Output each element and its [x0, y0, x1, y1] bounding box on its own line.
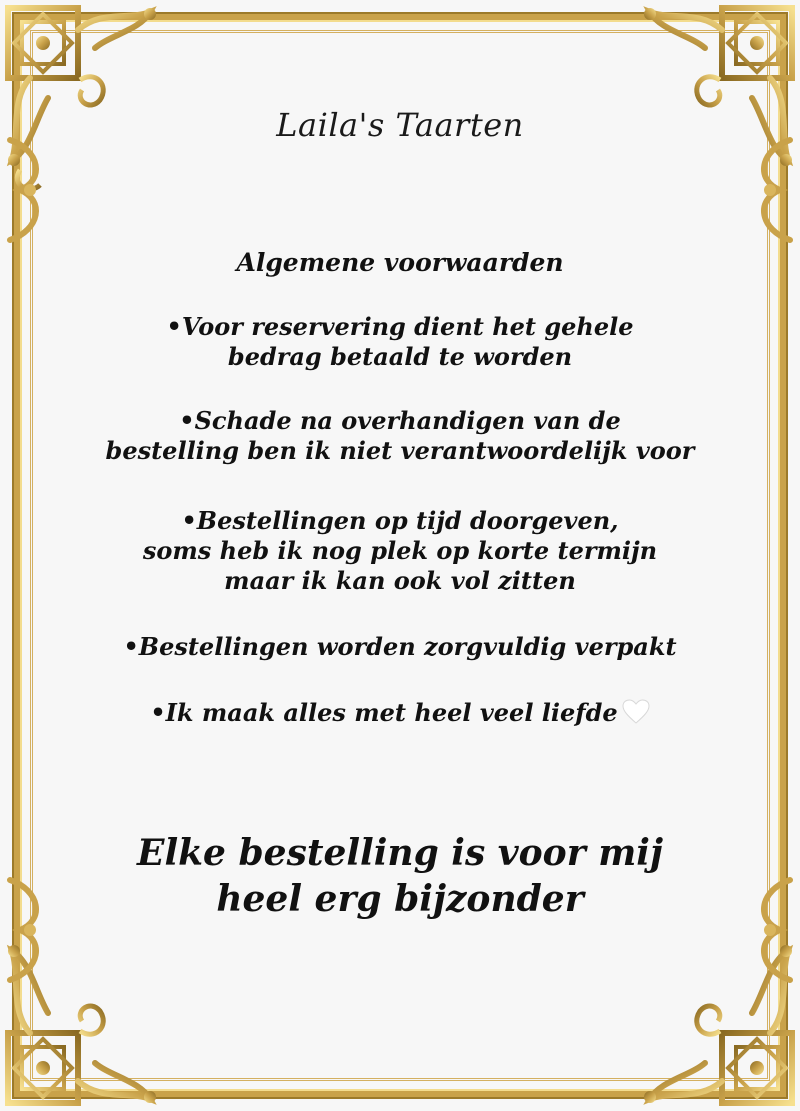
terms-heading: Algemene voorwaarden — [236, 248, 564, 277]
terms-rule — [80, 406, 720, 466]
rule-line: Schade na overhandigen van de — [194, 406, 621, 435]
white-heart-icon — [622, 699, 650, 725]
terms-rule — [80, 632, 720, 662]
terms-rule — [80, 312, 720, 372]
closing-line: heel erg bijzonder — [216, 878, 584, 920]
bullet: • — [181, 506, 197, 535]
ornament-scroll-icon — [740, 870, 800, 990]
ornament-scroll-icon — [0, 870, 60, 990]
terms-rule — [80, 506, 720, 596]
ornament-scroll-icon — [0, 130, 60, 250]
rule-line: soms heb ik nog plek op korte termijn — [142, 536, 658, 565]
closing-statement — [80, 830, 720, 922]
rule-line: Bestellingen op tijd doorgeven, — [196, 506, 619, 535]
rule-line: Voor reservering dient het gehele — [181, 312, 634, 341]
bullet: • — [166, 312, 182, 341]
bullet: • — [123, 632, 139, 661]
rule-line: bedrag betaald te worden — [227, 342, 573, 371]
rule-line: maar ik kan ook vol zitten — [224, 566, 576, 595]
rule-line: Ik maak alles met heel veel liefde — [165, 698, 618, 727]
rule-line: Bestellingen worden zorgvuldig verpakt — [138, 632, 677, 661]
brand-title: Laila's Taarten — [276, 106, 524, 144]
bullet: • — [150, 698, 166, 727]
bullet: • — [179, 406, 195, 435]
closing-line: Elke bestelling is voor mij — [137, 832, 663, 874]
terms-rule — [80, 698, 720, 728]
ornament-scroll-icon — [740, 130, 800, 250]
rule-line: bestelling ben ik niet verantwoordelijk voor — [105, 436, 695, 465]
